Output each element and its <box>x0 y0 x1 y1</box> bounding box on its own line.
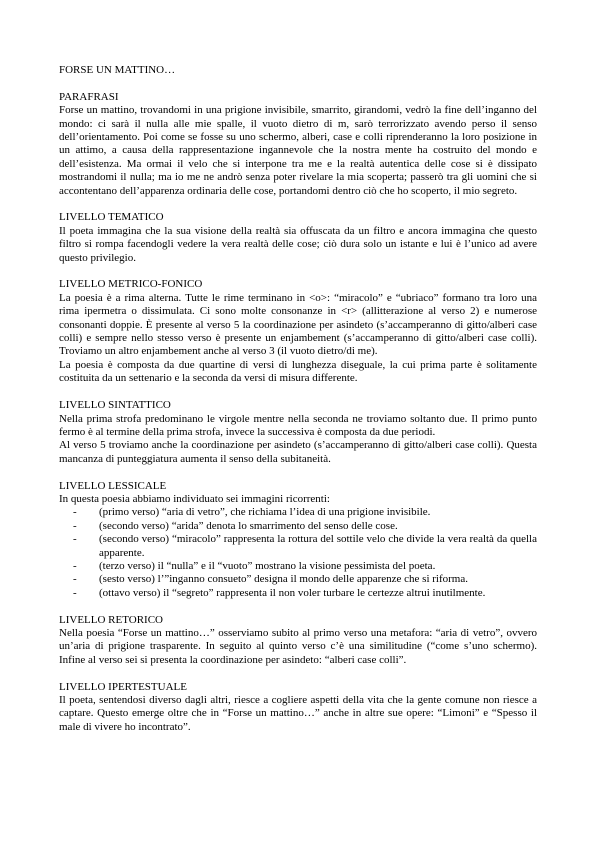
list-item-text: (terzo verso) il “nulla” e il “vuoto” mostrano la visione pessimista del poeta. <box>99 559 436 572</box>
section-heading: LIVELLO TEMATICO <box>59 211 164 224</box>
section-paragraph: La poesia è a rima alterna. Tutte le rime terminano in <o>: “miracolo” e “ubriaco” formano tra loro una rima ipermetra o dissimulata. Ci sono molte consonanze in <r> (allitterazione al verso 2) e numerose consonanti doppie. È presente al verso 5 la coordinazione per asindeto (s’accamperanno di gitto/alberi case colli) e sempre nello stesso verso è presente un enjambement (s’accamperanno di gitto/alberi case colli). Troviamo un altro enjambement anche al verso 3 (il vuoto dietro/di me). <box>59 291 537 358</box>
section-heading: PARAFRASI <box>59 90 119 103</box>
section-paragraph: Forse un mattino, trovandomi in una prigione invisibile, smarrito, girandomi, vedrò la fine dell’inganno del mondo: ci sarà il nulla alle mie spalle, il vuoto dietro di m, sarò terrorizzato avendo perso il senso dell’orientamento. Poi come se fosse su uno schermo, alberi, case e colli riprenderanno la loro posizione in un attimo, a causa della rappresentazione ingannevole che la nostra mente ha costruito del mondo e dell’esistenza. Ma ormai il velo che si interpone tra me e la realtà autentica delle cose si è dissipato mostrandomi il nulla; ma io me ne andrò senza poter rivelare la mia scoperta; passerò tra gli uomini che si accontentano dell’apparenza ordinaria delle cose, portandomi dentro ciò che ho scoperto, il mio segreto. <box>59 104 537 197</box>
list-dash-marker: - <box>73 506 77 519</box>
section-paragraph: Al verso 5 troviamo anche la coordinazione per asindeto (s’accamperanno di gitto/alberi case colli). Questa mancanza di punteggiatura aumenta il senso della subitaneità. <box>59 439 537 465</box>
list-item <box>59 533 537 560</box>
list-dash-marker: - <box>73 559 77 572</box>
section-heading: LIVELLO IPERTESTUALE <box>59 680 187 693</box>
section-paragraph: Il poeta, sentendosi diverso dagli altri, riesce a cogliere aspetti della vita che la gente comune non riesce a captare. Questo emerge oltre che in “Forse un mattino…” anche in altre sue opere: “Limoni” e “Spesso il male di vivere ho incontrato”. <box>59 693 537 733</box>
section-heading: LIVELLO RETORICO <box>59 613 163 626</box>
list-item <box>59 506 537 519</box>
list-item-text: (secondo verso) “miracolo” rappresenta la rottura del sottile velo che divide la vera realtà da quella apparente. <box>99 533 537 559</box>
section-paragraph: Nella prima strofa predominano le virgole mentre nella seconda ne troviamo soltanto due. Il primo punto fermo è al termine della prima strofa, invece la successiva è composta da due periodi. <box>59 412 537 438</box>
section-paragraph: La poesia è composta da due quartine di versi di lunghezza diseguale, la cui prima parte è solitamente costituita da un settenario e la seconda da versi di misura differente. <box>59 358 537 385</box>
document-title: FORSE UN MATTINO… <box>59 64 176 76</box>
list-item-text: (sesto verso) l’”inganno consueto” designa il mondo delle apparenze che si riforma. <box>99 573 468 586</box>
section-livello-ipertestuale <box>59 681 537 735</box>
section-paragraph: Nella poesia “Forse un mattino…” osserviamo subito al primo verso una metafora: “aria di vetro”, ovvero un’aria di prigione trasparente. In seguito al quinto verso c’è una similitudine (“come s’uno schermo). Infine al verso sei si presenta la coordinazione per asindeto: “alberi case colli”. <box>59 626 537 666</box>
section-livello-metrico-fonico <box>59 278 537 385</box>
list-item-text: (primo verso) “aria di vetro”, che richiama l’idea di una prigione invisibile. <box>99 506 431 519</box>
section-heading: LIVELLO SINTATTICO <box>59 399 171 412</box>
section-livello-tematico <box>59 211 537 265</box>
section-livello-retorico <box>59 614 537 668</box>
list-item-text: (secondo verso) “arida” denota lo smarrimento del senso delle cose. <box>99 519 398 532</box>
bullet-list <box>59 506 537 600</box>
list-dash-marker: - <box>73 533 77 546</box>
list-item <box>59 520 537 533</box>
list-item-text: (ottavo verso) il “segreto” rappresenta il non voler turbare le certezze altrui inutilmente. <box>99 586 486 599</box>
section-parafrasi <box>59 91 537 198</box>
document-page <box>59 64 537 748</box>
section-livello-sintattico <box>59 399 537 466</box>
list-item <box>59 573 537 586</box>
list-dash-marker: - <box>73 586 77 599</box>
list-item <box>59 560 537 573</box>
document-body <box>59 91 537 734</box>
section-heading: LIVELLO LESSICALE <box>59 479 167 492</box>
list-dash-marker: - <box>73 519 77 532</box>
section-livello-lessicale <box>59 480 537 601</box>
list-item <box>59 587 537 600</box>
section-heading: LIVELLO METRICO-FONICO <box>59 278 203 291</box>
list-dash-marker: - <box>73 573 77 586</box>
section-paragraph: In questa poesia abbiamo individuato sei immagini ricorrenti: <box>59 492 330 505</box>
section-paragraph: Il poeta immagina che la sua visione della realtà sia offuscata da un filtro e ancora immagina che questo filtro si rompa facendogli vedere la vera realtà delle cose; ciò dura solo un istante e lui è l’unico ad avere questo privilegio. <box>59 224 537 264</box>
